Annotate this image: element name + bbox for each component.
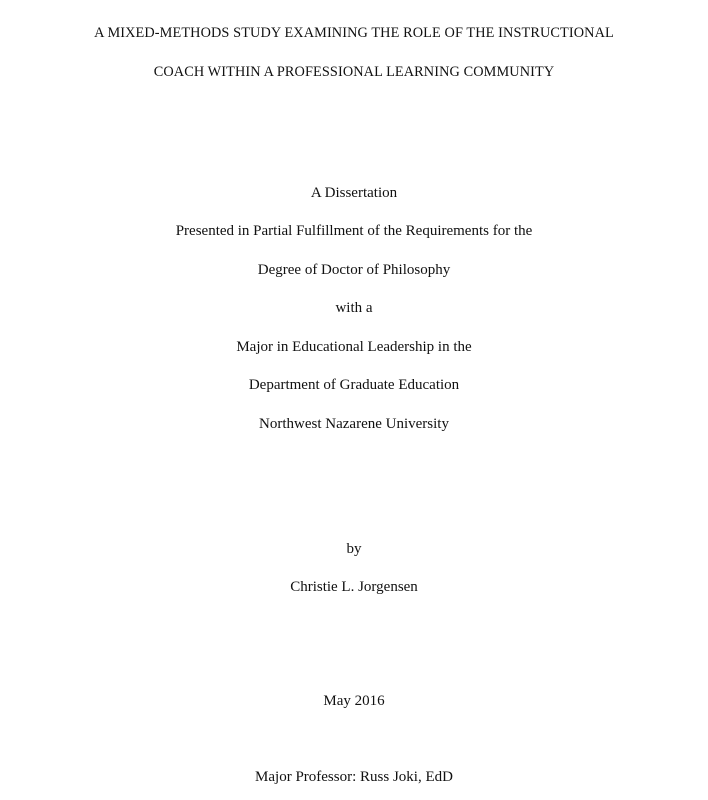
major-professor: Major Professor: Russ Joki, EdD bbox=[255, 769, 453, 785]
by-label: by bbox=[346, 541, 362, 557]
title-line-1: A MIXED-METHODS STUDY EXAMINING THE ROLE OF THE INSTRUCTIONAL bbox=[94, 25, 614, 41]
publication-date: May 2016 bbox=[323, 693, 385, 709]
author-name: Christie L. Jorgensen bbox=[290, 579, 418, 595]
major-field: Major in Educational Leadership in the bbox=[236, 339, 472, 355]
title-line-2: COACH WITHIN A PROFESSIONAL LEARNING COMMUNITY bbox=[153, 64, 555, 80]
with-a-text: with a bbox=[335, 300, 373, 316]
department-name: Department of Graduate Education bbox=[248, 377, 460, 393]
fulfillment-statement: Presented in Partial Fulfillment of the Requirements for the bbox=[175, 223, 533, 239]
dissertation-label: A Dissertation bbox=[310, 185, 398, 201]
degree-name: Degree of Doctor of Philosophy bbox=[257, 262, 451, 278]
university-name: Northwest Nazarene University bbox=[259, 416, 449, 432]
